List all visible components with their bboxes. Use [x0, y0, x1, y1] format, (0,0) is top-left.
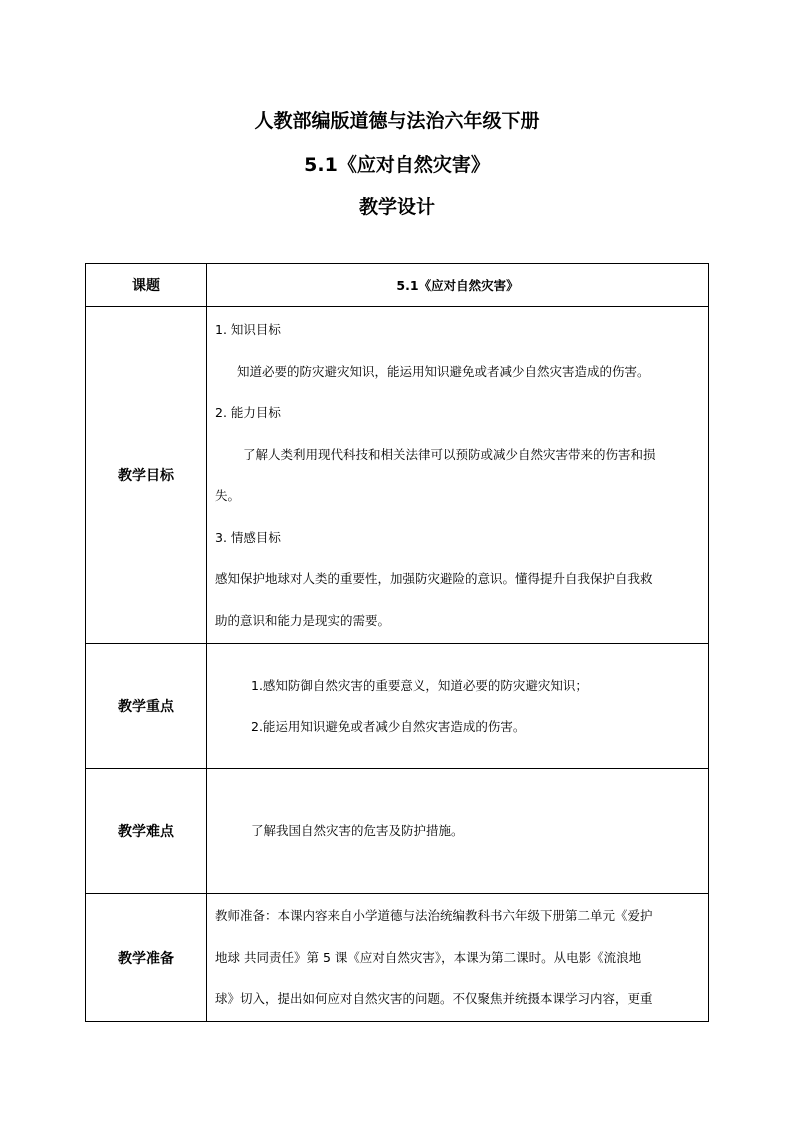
goals-label: 教学目标 [86, 307, 207, 644]
preparation-line-3: 球》切入，提出如何应对自然灾害的问题。不仅聚焦并统摄本课学习内容，更重 [215, 991, 653, 1006]
topic-row [86, 264, 709, 307]
preparation-row [86, 894, 709, 1022]
topic-value: 5.1《应对自然灾害》 [207, 264, 709, 307]
difficulty-label: 教学难点 [86, 769, 207, 894]
topic-label: 课题 [86, 264, 207, 307]
key-points-content [207, 644, 709, 769]
key-points-row [86, 644, 709, 769]
document-title-line-1: 人教部编版道德与法治六年级下册 [254, 110, 540, 132]
goals-row [86, 307, 709, 644]
document-title-line-2: 5.1《应对自然灾害》 [304, 154, 490, 176]
goal-3-text-b: 助的意识和能力是现实的需要。 [215, 612, 391, 628]
goal-2-title: 2. 能力目标 [215, 405, 281, 420]
lesson-plan-table [85, 263, 709, 1022]
goal-2-text-b: 失。 [215, 488, 241, 503]
difficulty-content [207, 769, 709, 894]
goal-3-text-a: 感知保护地球对人类的重要性，加强防灾避险的意识。懂得提升自我保护自我救 [215, 571, 653, 586]
goal-1-text: 知道必要的防灾避灾知识，能运用知识避免或者减少自然灾害造成的伤害。 [237, 363, 650, 379]
preparation-content [207, 894, 709, 1022]
goal-3-title: 3. 情感目标 [215, 529, 281, 545]
difficulty-text: 了解我国自然灾害的危害及防护措施。 [251, 823, 464, 839]
preparation-label: 教学准备 [86, 894, 207, 1022]
goal-2-text-a: 了解人类利用现代科技和相关法律可以预防或减少自然灾害带来的伤害和损 [243, 446, 656, 462]
goal-1-title: 1. 知识目标 [215, 322, 281, 337]
preparation-line-2: 地球 共同责任》第 5 课《应对自然灾害》，本课为第二课时。从电影《流浪地 [215, 949, 642, 965]
document-title-line-3: 教学设计 [358, 196, 435, 218]
preparation-line-1: 教师准备：本课内容来自小学道德与法治统编教科书六年级下册第二单元《爱护 [215, 908, 653, 923]
goals-content [207, 307, 709, 644]
difficulty-row [86, 769, 709, 894]
key-points-label: 教学重点 [86, 644, 207, 769]
key-point-2: 2.能运用知识避免或者减少自然灾害造成的伤害。 [251, 719, 526, 734]
key-point-1: 1.感知防御自然灾害的重要意义，知道必要的防灾避灾知识； [251, 677, 588, 693]
